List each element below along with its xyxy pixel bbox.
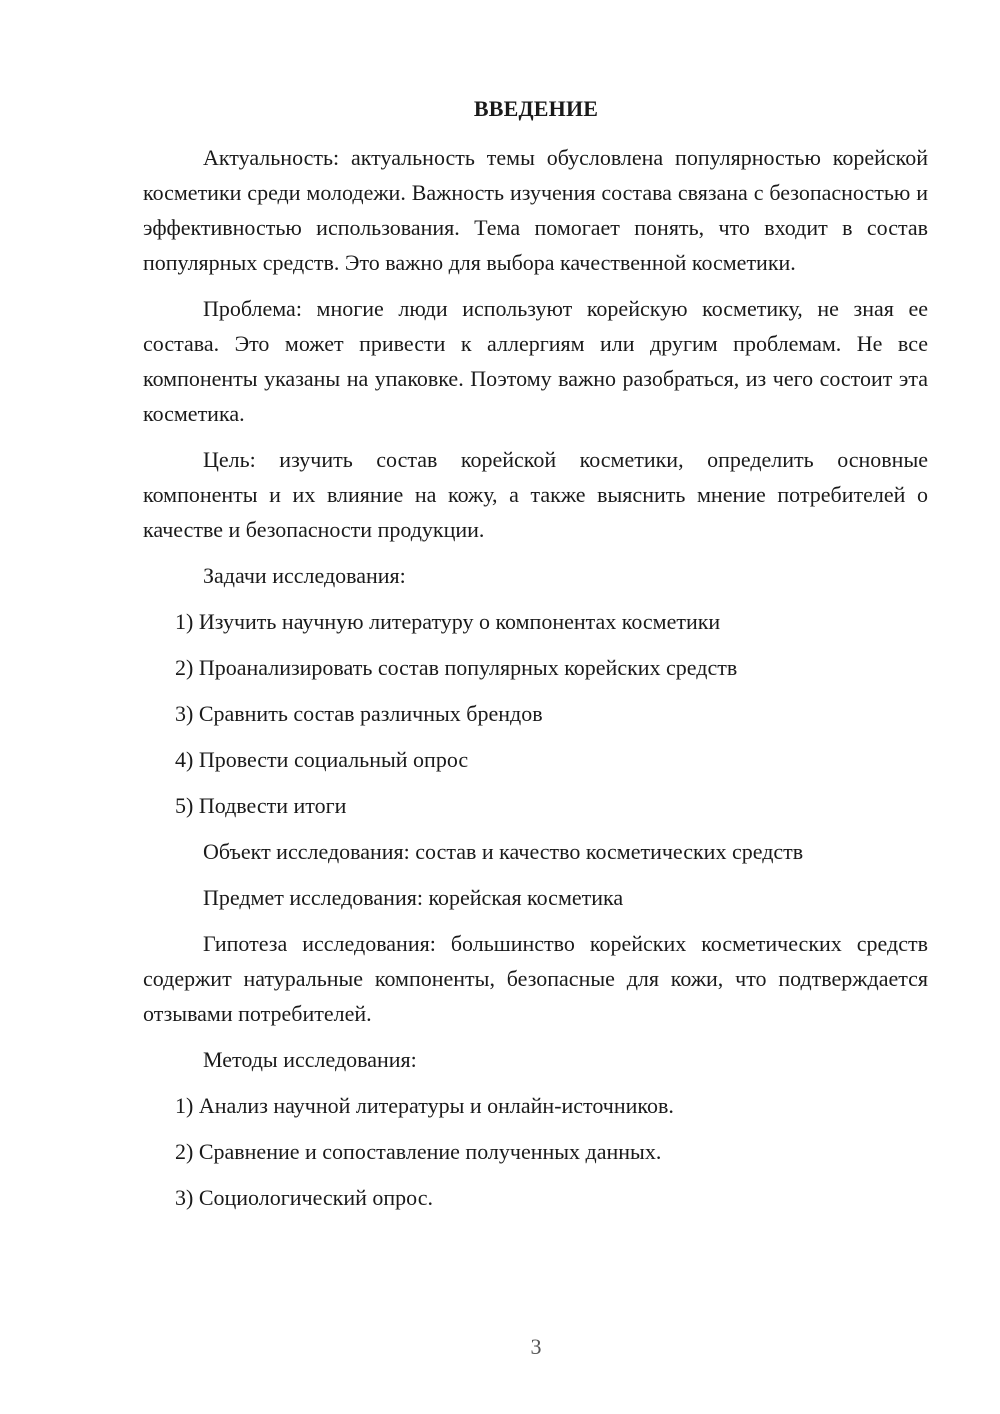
- task-item-5: 5) Подвести итоги: [175, 793, 347, 818]
- page-title: ВВЕДЕНИЕ: [473, 96, 599, 121]
- document-body: [143, 140, 928, 1226]
- hypothesis-paragraph: Гипотеза исследования: большинство корейских косметических средств содержит натуральные компоненты, безопасные для кожи, что подтверждается отзывами потребителей.: [143, 931, 928, 1026]
- method-item-1: 1) Анализ научной литературы и онлайн-источников.: [175, 1093, 674, 1118]
- task-item-4: 4) Провести социальный опрос: [175, 747, 469, 772]
- object-paragraph: Объект исследования: состав и качество косметических средств: [203, 839, 804, 864]
- page-number: 3: [530, 1334, 542, 1359]
- task-item-2: 2) Проанализировать состав популярных корейских средств: [175, 655, 738, 680]
- subject-paragraph: Предмет исследования: корейская косметика: [203, 885, 624, 910]
- method-item-2: 2) Сравнение и сопоставление полученных данных.: [175, 1139, 662, 1164]
- relevance-paragraph: Актуальность: актуальность темы обусловлена популярностью корейской косметики среди молодежи. Важность изучения состава связана с безопасностью и эффективностью использования. Тема помогает понять, что входит в состав популярных средств. Это важно для выбора качественной косметики.: [143, 145, 928, 275]
- task-item-3: 3) Сравнить состав различных брендов: [175, 701, 543, 726]
- goal-paragraph: Цель: изучить состав корейской косметики, определить основные компоненты и их влияние на кожу, а также выяснить мнение потребителей о качестве и безопасности продукции.: [143, 447, 928, 542]
- methods-heading: Методы исследования:: [203, 1047, 417, 1072]
- method-item-3: 3) Социологический опрос.: [175, 1185, 433, 1210]
- problem-paragraph: Проблема: многие люди используют корейскую косметику, не зная ее состава. Это может привести к аллергиям или другим проблемам. Не все компоненты указаны на упаковке. Поэтому важно разобраться, из чего состоит эта косметика.: [143, 296, 928, 426]
- task-item-1: 1) Изучить научную литературу о компонентах косметики: [175, 609, 721, 634]
- tasks-heading: Задачи исследования:: [203, 563, 406, 588]
